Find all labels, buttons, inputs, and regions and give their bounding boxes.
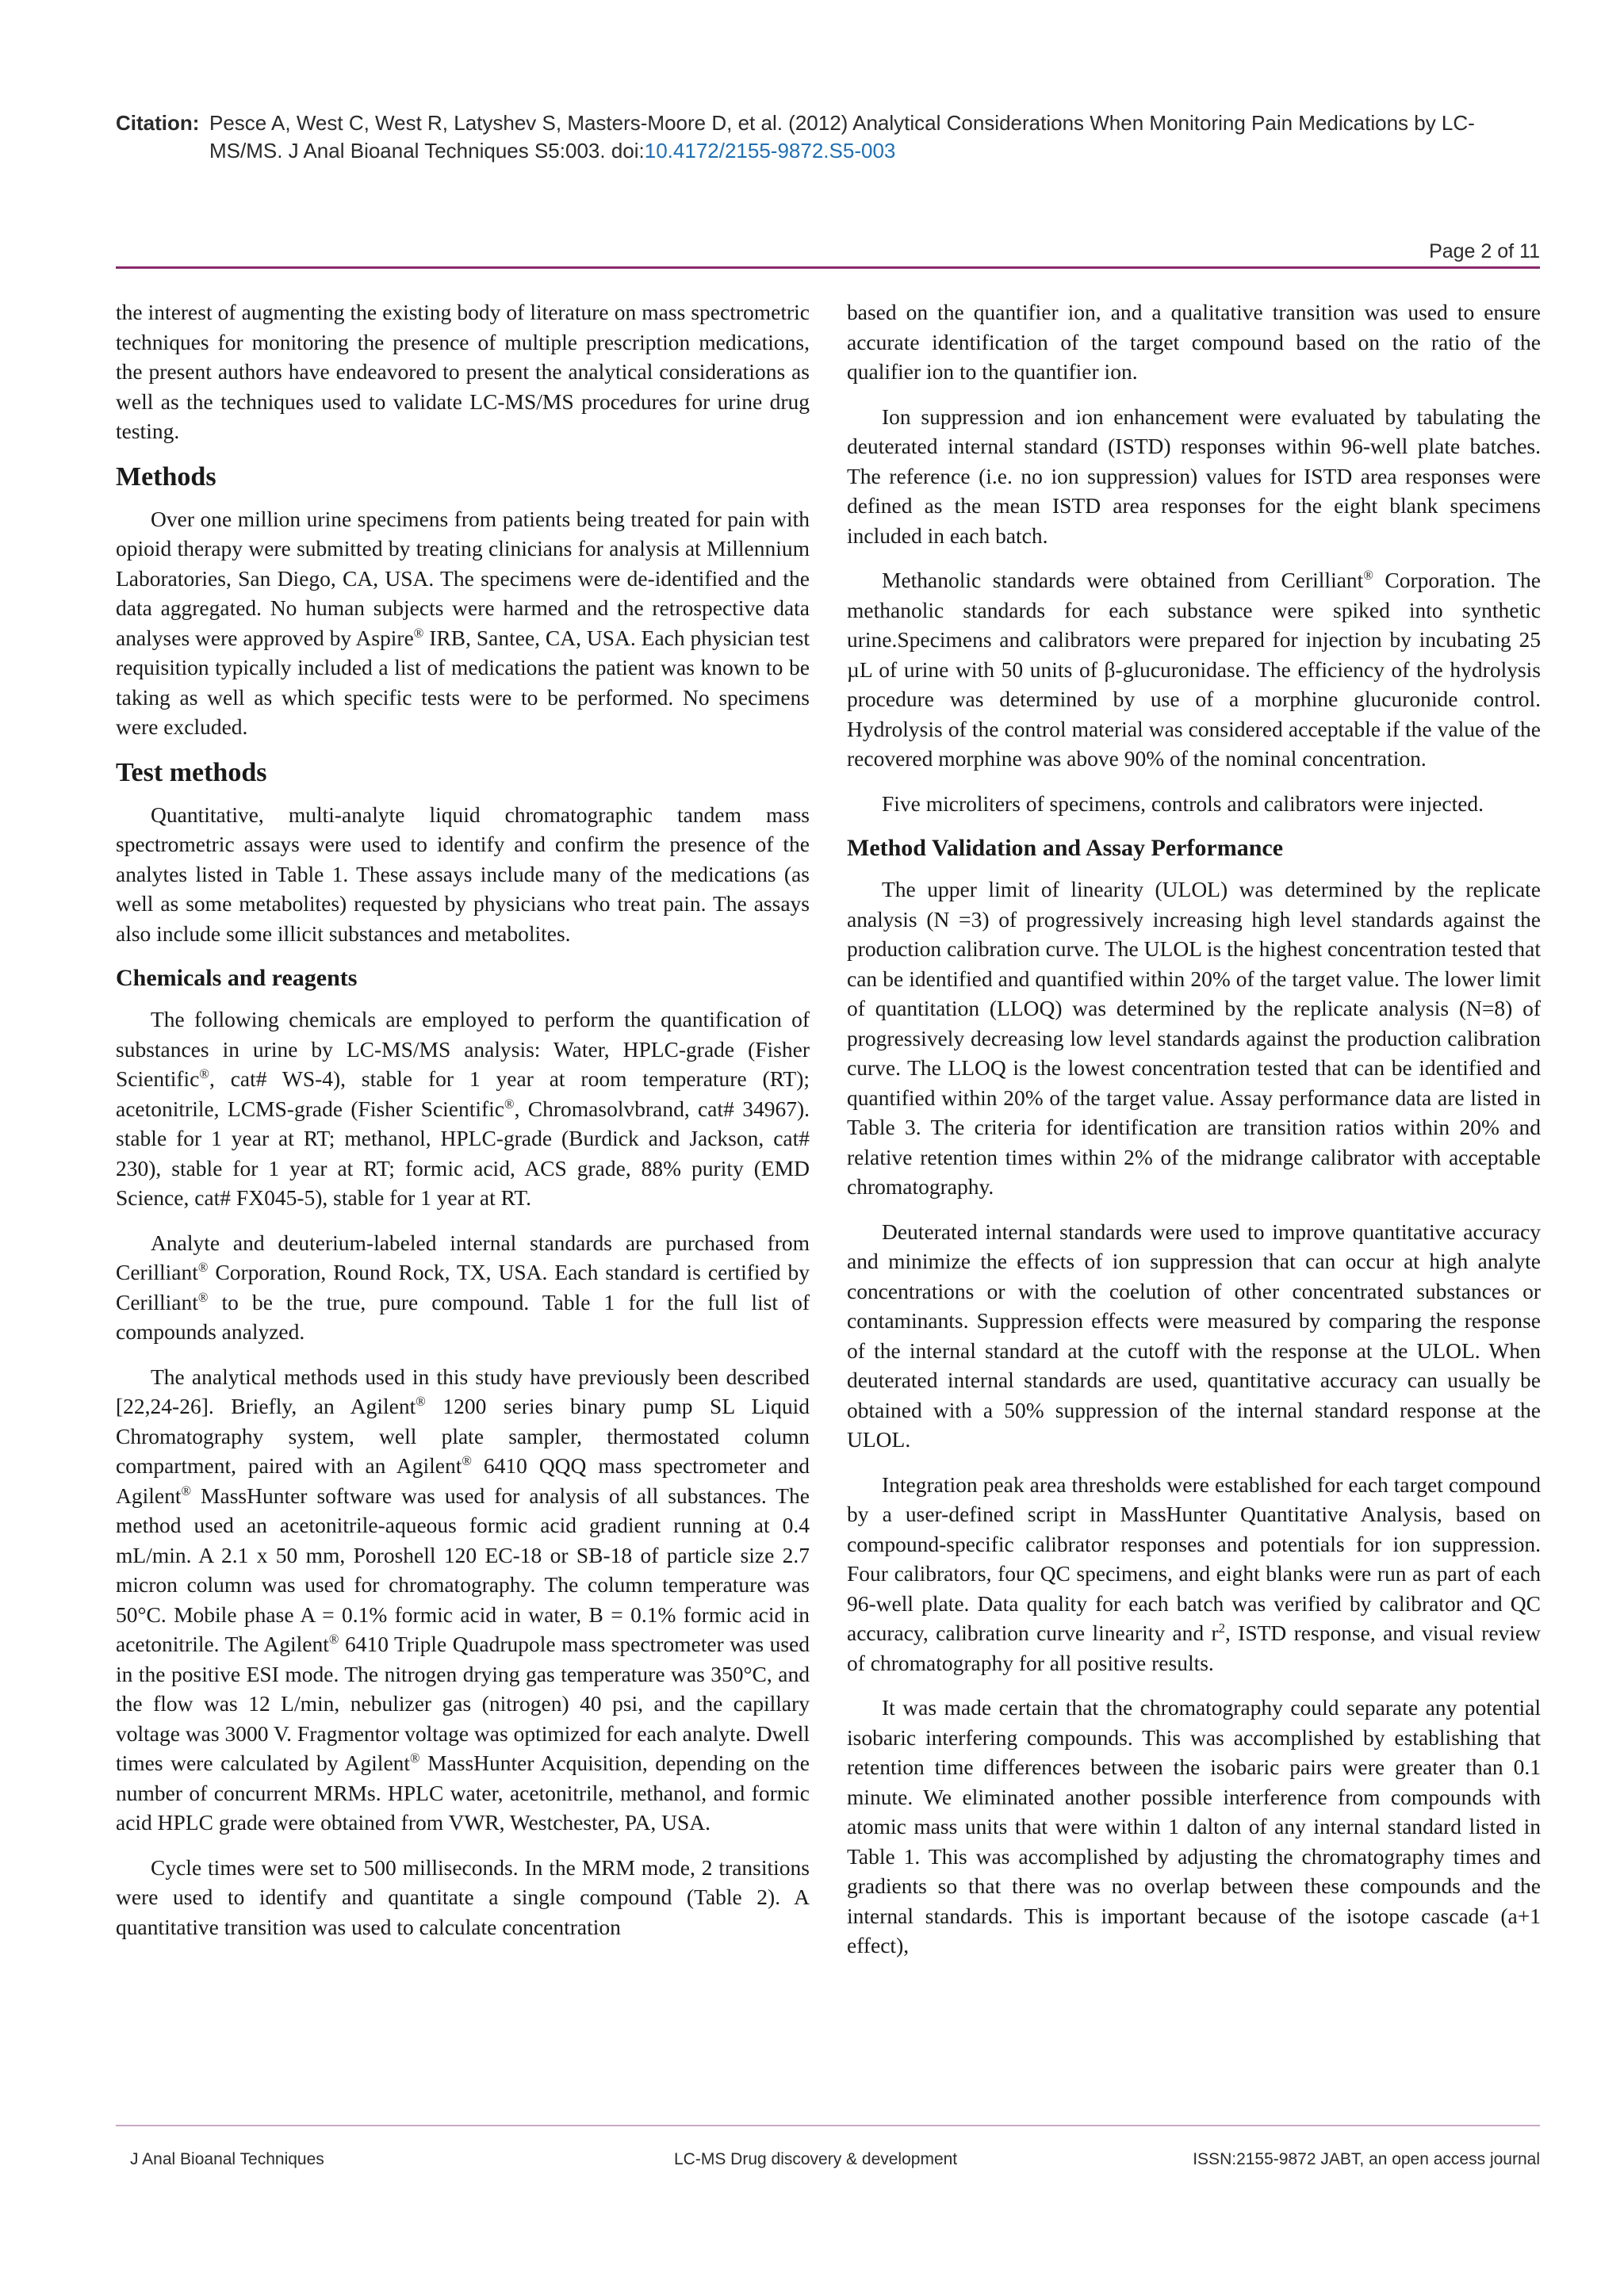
paragraph: It was made certain that the chromatography could separate any potential isobaric interfering compounds. This was accomplished by establishing that retention time differences between the isobaric pairs were greater than 0.1 minute. We eliminated another possible interference from compounds with atomic mass units that were within 1 dalton of any internal standard listed in Table 1. This was accomplished by adjusting the chromatography times and gradients so that there was no overlap between these compounds and the internal standards. This is important because of the isotope cascade (a+1 effect), xyxy=(847,1695,1541,1957)
paragraph: Methanolic standards were obtained from Cerilliant® Corporation. The methanolic standards for each substance were spiked into synthetic urine.Specimens and calibrators were prepared for injection by incubating 25 µL of urine with 50 units of β-glucuronidase. The efficiency of the hydrolysis procedure was determined by use of a morphine glucuronide control. Hydrolysis of the control material was considered acceptable if the value of the recovered morphine was above 90% of the nominal concentration. xyxy=(847,567,1541,771)
paragraph: Quantitative, multi-analyte liquid chromatographic tandem mass spectrometric assays were used to identify and confirm the presence of the analytes listed in Table 1. These assays include many of the medications (as well as some metabolites) requested by physicians who treat pain. The assays also include some illicit substances and metabolites. xyxy=(116,802,810,946)
footer-journal: J Anal Bioanal Techniques xyxy=(130,2150,324,2168)
footer-issn: ISSN:2155-9872 JABT, an open access journal xyxy=(1193,2150,1540,2168)
footer-divider xyxy=(116,2125,1540,2126)
page-number: Page 2 of 11 xyxy=(1429,240,1540,262)
paragraph: The following chemicals are employed to perform the quantification of substances in urine by LC-MS/MS analysis: Water, HPLC-grade (Fisher Scientific®, cat# WS-4), stable for 1 year at room temperature (RT); acetonitrile, LCMS-grade (Fisher Scientific®, Chromasolvbrand, cat# 34967). stable for 1 year at RT; methanol, HPLC-grade (Burdick and Jackson, cat# 230), stable for 1 year at RT; formic acid, ACS grade, 88% purity (EMD Science, cat# FX045-5), stable for 1 year at RT. xyxy=(116,1007,810,1210)
paragraph: Deuterated internal standards were used to improve quantitative accuracy and minimize the effects of ion suppression that can occur at high analyte concentrations or with the coelution of other concentrated substances or contaminants. Suppression effects were measured by comparing the response of the internal standard at the cutoff with the response at the ULOL. When deuterated internal standards are used, quantitative accuracy can usually be obtained with a 50% suppression of the internal standard response at the ULOL. xyxy=(847,1219,1541,1452)
doi-link[interactable]: 10.4172/2155-9872.S5-003 xyxy=(644,139,896,163)
paragraph: Cycle times were set to 500 milliseconds. In the MRM mode, 2 transitions were used to identify and quantitate a single compound (Table 2). A quantitative transition was used to calculate concentration xyxy=(116,1854,810,1939)
paragraph: Over one million urine specimens from patients being treated for pain with opioid therapy were submitted by treating clinicians for analysis at Millennium Laboratories, San Diego, CA, USA. The specimens were de-identified and the data aggregated. No human subjects were harmed and the retrospective data analyses were approved by Aspire® IRB, Santee, CA, USA. Each physician test requisition typically included a list of medications the patient was known to be taking as well as which specific tests were to be performed. No specimens were excluded. xyxy=(116,506,810,739)
paragraph: Five microliters of specimens, controls and calibrators were injected. xyxy=(882,790,1484,816)
paragraph: Ion suppression and ion enhancement were evaluated by tabulating the deuterated internal standard (ISTD) responses within 96-well plate batches. The reference (i.e. no ion suppression) values for ISTD area responses were defined as the mean ISTD area responses for the eight blank specimens included in each batch. xyxy=(847,404,1541,548)
citation-label: Citation: xyxy=(116,111,200,135)
paragraph: The analytical methods used in this study have previously been described [22,24-26]. Briefly, an Agilent® 1200 series binary pump SL Liquid Chromatography system, well plate sampler, thermostated column compartment, paired with an Agilent® 6410 QQQ mass spectrometer and Agilent® MassHunter software was used for analysis of all substances. The method used an acetonitrile-aqueous formic acid gradient running at 0.4 mL/min. A 2.1 x 50 mm, Poroshell 120 EC-18 or SB-18 of particle size 2.7 micron column was used for chromatography. The column temperature was 50°C. Mobile phase A = 0.1% formic acid in water, B = 0.1% formic acid in acetonitrile. The Agilent® 6410 Triple Quadrupole mass spectrometer was used in the positive ESI mode. The nitrogen drying gas temperature was 350°C, and the flow was 12 L/min, nebulizer gas (nitrogen) 40 psi, and the capillary voltage was 3000 V. Fragmentor voltage was optimized for each analyte. Dwell times were calculated by Agilent® MassHunter Acquisition, depending on the number of concurrent MRMs. HPLC water, acetonitrile, methanol, and formic acid HPLC grade were obtained from VWR, Westchester, PA, USA. xyxy=(116,1364,810,1835)
paragraph: the interest of augmenting the existing body of literature on mass spectrometric techniques for monitoring the presence of multiple prescription medications, the present authors have endeavored to present the analytical considerations as well as the techniques used to validate LC-MS/MS procedures for urine drug testing. xyxy=(116,300,810,443)
footer-section: LC-MS Drug discovery & development xyxy=(674,2150,958,2168)
left-column xyxy=(116,297,810,1957)
right-column xyxy=(847,297,1541,1976)
heading-method-validation: Method Validation and Assay Performance xyxy=(847,835,1284,861)
heading-chemicals: Chemicals and reagents xyxy=(116,965,358,991)
heading-test-methods: Test methods xyxy=(116,757,267,787)
citation xyxy=(116,109,1543,165)
paragraph: based on the quantifier ion, and a qualitative transition was used to ensure accurate identification of the target compound based on the ratio of the qualifier ion to the quantifier ion. xyxy=(847,300,1541,384)
paragraph: The upper limit of linearity (ULOL) was determined by the replicate analysis (N =3) of progressively increasing high level standards against the production calibration curve. The ULOL is the highest concentration tested that can be identified and quantified within 20% of the target value. The lower limit of quantitation (LLOQ) was determined by the replicate analysis (N=8) of progressively decreasing low level standards against the production calibration curve. The LLOQ is the lowest concentration tested that can be identified and quantified within 20% of the target value. Assay performance data are listed in Table 3. The criteria for identification are transition ratios within 20% and relative retention times within 2% of the midrange calibrator with acceptable chromatography. xyxy=(847,877,1541,1199)
paragraph: Analyte and deuterium-labeled internal standards are purchased from Cerilliant® Corporation, Round Rock, TX, USA. Each standard is certified by Cerilliant® to be the true, pure compound. Table 1 for the full list of compounds analyzed. xyxy=(116,1230,810,1344)
header-divider xyxy=(116,266,1540,269)
paragraph: Integration peak area thresholds were established for each target compound by a user-defined script in MassHunter Quantitative Analysis, based on compound-specific calibrator responses and potentials for ion suppression. Four calibrators, four QC specimens, and eight blanks were run as part of each 96-well plate. Data quality for each batch was verified by calibrator and QC accuracy, calibration curve linearity and $r^2$, ISTD response, and visual review of chromatography for all positive results. xyxy=(847,1471,1541,1675)
citation-text: Pesce A, West C, West R, Latyshev S, Masters-Moore D, et al. (2012) Analytical Considerations When Monitoring Pain Medications by LC-MS/MS. J Anal Bioanal Techniques S5:003. doi: xyxy=(209,111,1475,163)
heading-methods: Methods xyxy=(116,461,216,492)
